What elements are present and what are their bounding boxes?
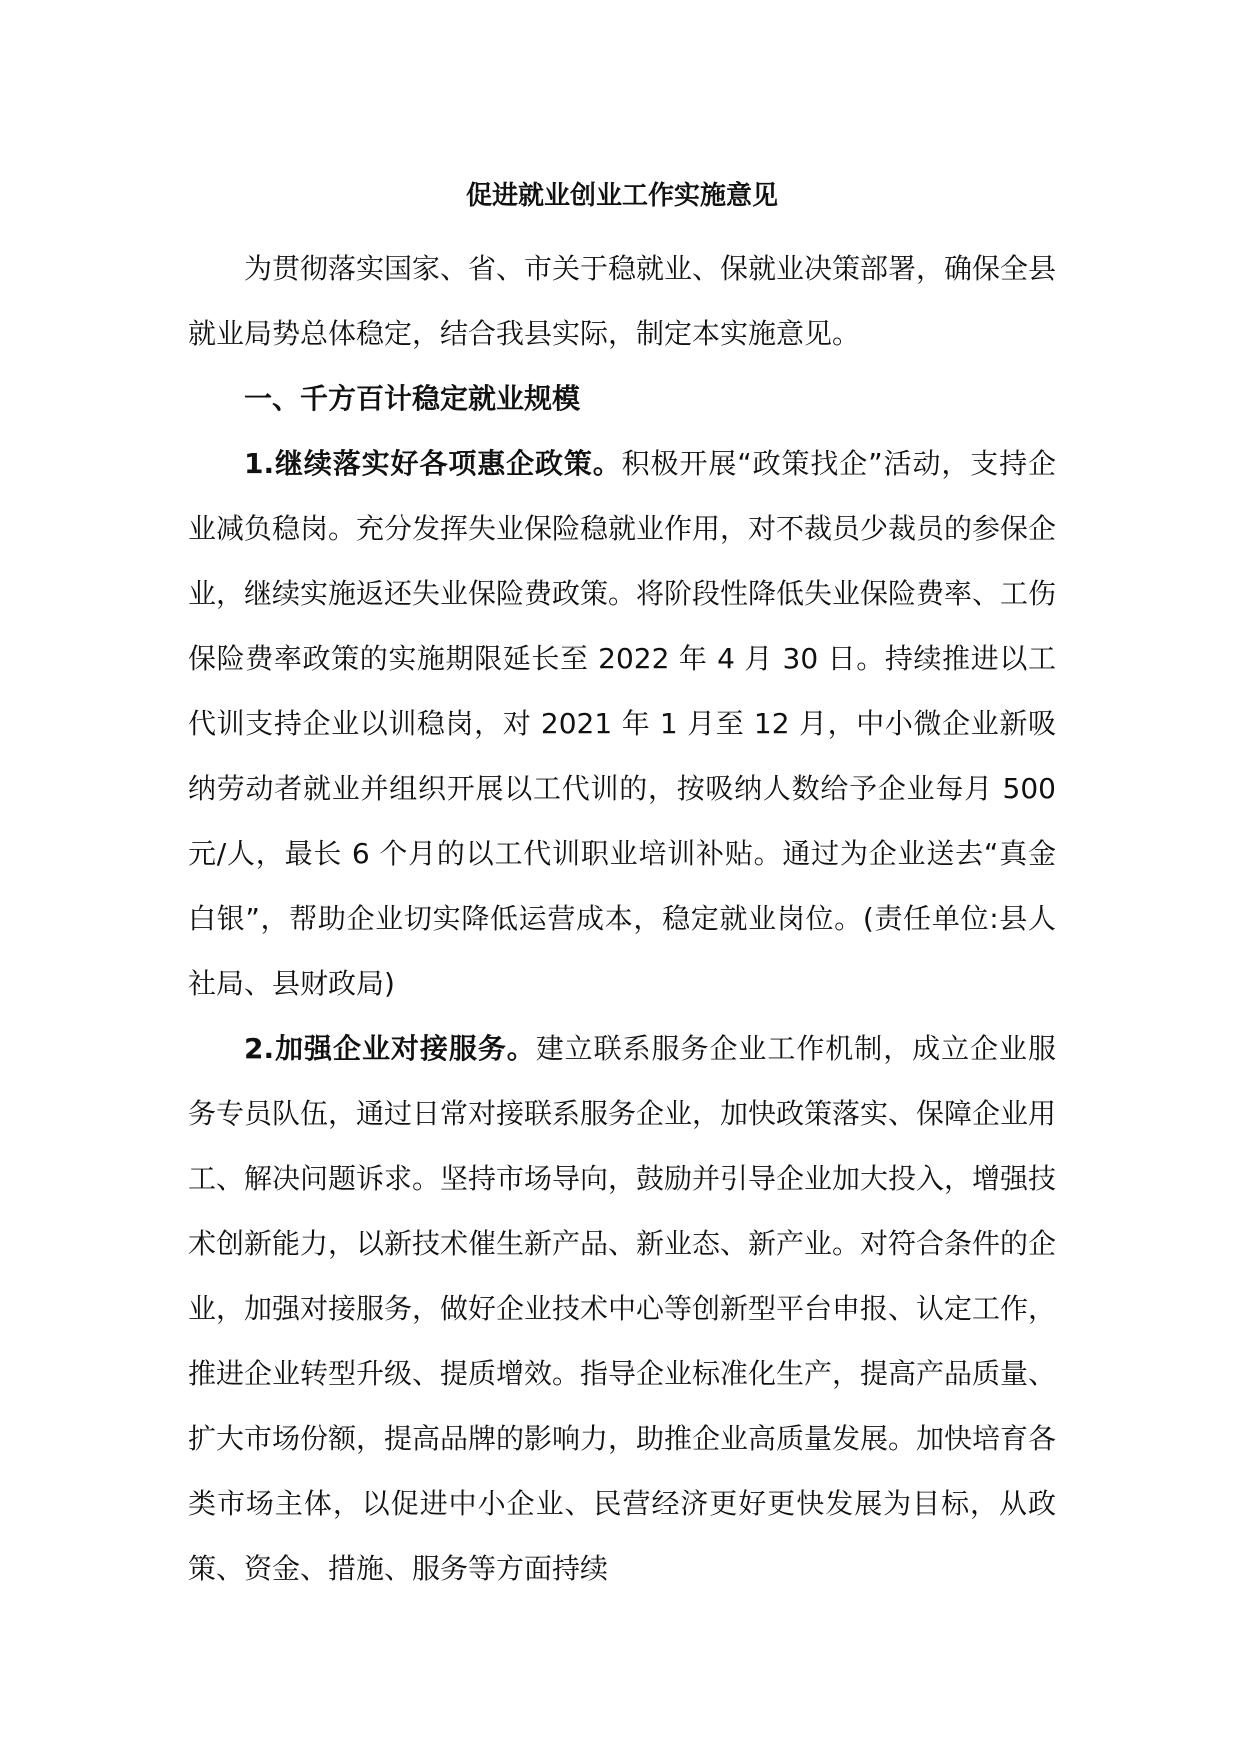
item-1-body: 积极开展“政策找企”活动，支持企业减负稳岗。充分发挥失业保险稳就业作用，对不裁员少裁员的参保企业，继续实施返还失业保险费政策。将阶段性降低失业保险费率、工伤保险费率政策的实施期限延长至 2022 年 4 月 30 日。持续推进以工代训支持企业以训稳岗，对 2021 年 1 月至 12 月，中小微企业新吸纳劳动者就业并组织开展以工代训的，按吸纳人数给予企业每月 500 元/人，最长 6 个月的以工代训职业培训补贴。通过为企业送去“真金白银”，帮助企业切实降低运营成本，稳定就业岗位。(责任单位:县人社局、县财政局) [188, 447, 1057, 1000]
item-1-paragraph [188, 431, 1056, 1016]
item-2-body: 建立联系服务企业工作机制，成立企业服务专员队伍，通过日常对接联系服务企业，加快政策落实、保障企业用工、解决问题诉求。坚持市场导向，鼓励并引导企业加大投入，增强技术创新能力，以新技术催生新产品、新业态、新产业。对符合条件的企业，加强对接服务，做好企业技术中心等创新型平台申报、认定工作，推进企业转型升级、提质增效。指导企业标准化生产，提高产品质量、扩大市场份额，提高品牌的影响力，助推企业高质量发展。加快培育各类市场主体，以促进中小企业、民营经济更好更快发展为目标，从政策、资金、措施、服务等方面持续 [188, 1032, 1057, 1585]
item-1-lead: 1.继续落实好各项惠企政策。 [244, 447, 622, 480]
document-title: 促进就业创业工作实施意见 [465, 181, 778, 211]
section-heading: 一、千方百计稳定就业规模 [244, 382, 581, 415]
intro-paragraph: 为贯彻落实国家、省、市关于稳就业、保就业决策部署，确保全县就业局势总体稳定，结合我县实际，制定本实施意见。 [188, 252, 1057, 350]
document-body [188, 172, 1056, 1601]
item-2-lead: 2.加强企业对接服务。 [244, 1032, 536, 1065]
item-2-paragraph [188, 1016, 1056, 1601]
